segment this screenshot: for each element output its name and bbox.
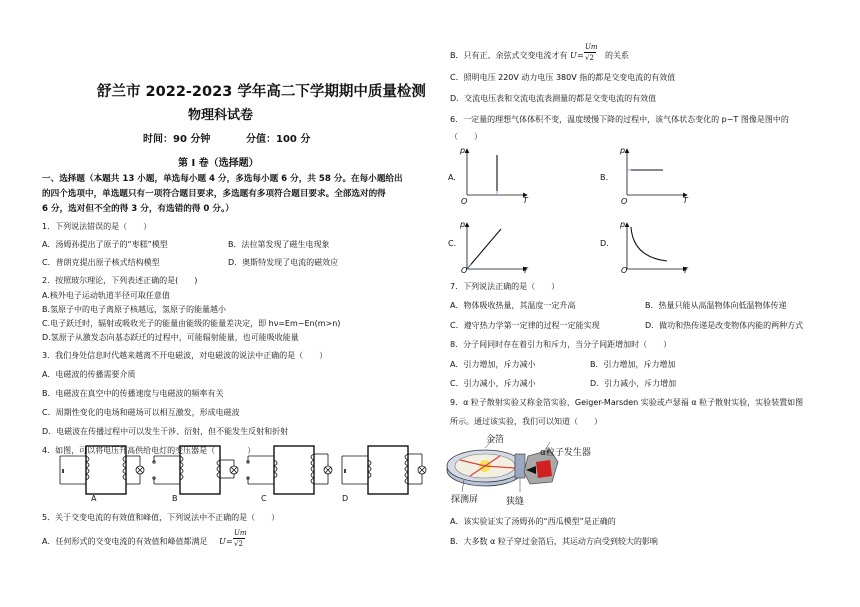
q3-option-b: B．电磁波在真空中的传播速度与电磁波的频率有关 xyxy=(42,389,224,398)
graph-d-axis-o: O xyxy=(621,266,628,275)
graph-b-label: B. xyxy=(600,173,609,182)
q5-option-a: A．任何形式的交变电流的有效值和峰值都满足 xyxy=(42,537,208,546)
q5-option-b-pre: B．只有正、余弦式交变电流才有 xyxy=(450,51,568,60)
q2-stem: 2．按照玻尔理论，下列表述正确的是( ) xyxy=(42,276,198,285)
q5-option-b-post: 的关系 xyxy=(605,51,629,60)
q1-option-c: C．普朗克提出原子核式结构模型 xyxy=(42,258,160,267)
fig-gold-foil-label: 金箔 xyxy=(486,435,505,445)
graph-a xyxy=(467,149,527,195)
q8-option-d: D．引力减小，斥力增加 xyxy=(590,379,677,388)
q1-option-d: D．奥斯特发现了电流的磁效应 xyxy=(228,258,339,267)
q5-stem: 5．关于交变电流的有效值和峰值，下列说法中不正确的是（ ） xyxy=(42,513,280,522)
q4-label-c: C xyxy=(261,494,267,503)
q7-stem: 7．下列说法正确的是（ ） xyxy=(450,282,560,291)
q9-option-a: A．该实验证实了汤姆孙的“西瓜模型”是正确的 xyxy=(450,517,616,526)
q5-option-c: C．照明电压 220V 动力电压 380V 指的都是交变电流的有效值 xyxy=(450,73,676,82)
q4-stem: 4．如图，可以将电压升高供给电灯的变压器是（ ） xyxy=(42,446,256,455)
graph-a-axis-o: O xyxy=(461,197,468,206)
q7-option-b: B．热量只能从高温物体向低温物体传递 xyxy=(645,301,787,310)
transformer-figures xyxy=(50,440,430,500)
graph-b xyxy=(627,149,687,195)
q7-option-d: D．做功和热传递是改变物体内能的两种方式 xyxy=(645,321,804,330)
q3-stem: 3．我们身处信息时代越来越离不开电磁波，对电磁波的说法中正确的是（ ） xyxy=(42,351,328,360)
q8-option-c: C．引力减小，斥力减小 xyxy=(450,379,536,388)
exam-title: 舒兰市 2022-2023 学年高二下学期期中质量检测 xyxy=(97,84,426,100)
q2-option-c: C.电子跃迁时，辐射或吸收光子的能量由能级的能量差决定，即 hν=Em−En(m>n) xyxy=(42,319,341,328)
q2-option-a: A.核外电子运动轨道半径可取任意值 xyxy=(42,291,170,300)
q1-stem: 1．下列说法错误的是（ ） xyxy=(42,222,152,231)
exam-time: 时间：90 分钟 xyxy=(143,134,211,145)
graph-d xyxy=(627,223,687,269)
fig-screen-label: 探测屏 xyxy=(451,495,479,505)
q8-option-a: A．引力增加，斥力减小 xyxy=(450,360,536,369)
q3-option-a: A．电磁波的传播需要介质 xyxy=(42,370,136,379)
instructions-line1: 一、选择题（本题共 13 小题，单选每小题 4 分，多选每小题 6 分，共 58 分。在每小题给出 xyxy=(42,174,403,184)
q4-label-d: D xyxy=(342,494,349,503)
q6-stem-line1: 6．一定量的理想气体体积不变，温度缓慢下降的过程中，该气体状态变化的 p−T 图像是图中的 xyxy=(450,115,789,124)
transformer-a xyxy=(60,446,144,494)
q8-stem: 8．分子间同时存在着引力和斥力，当分子间距增加时（ ） xyxy=(450,340,672,349)
q5-option-d: D．交流电压表和交流电流表测量的都是交变电流的有效值 xyxy=(450,94,657,103)
graph-a-axis-t: T xyxy=(523,196,528,205)
fig-alpha-source-label: α粒子发生器 xyxy=(540,448,591,458)
q4-label-a: A xyxy=(91,494,97,503)
q2-option-d: D.氢原子从激发态向基态跃迁的过程中，可能辐射能量，也可能吸收能量 xyxy=(42,333,299,342)
graph-c-label: C. xyxy=(448,239,457,248)
q3-option-d: D．电磁波在传播过程中可以发生干涉、衍射，但不能发生反射和折射 xyxy=(42,427,289,436)
graph-b-axis-t: T xyxy=(683,196,688,205)
graph-c-axis-p: p xyxy=(460,220,466,229)
instructions-line3: 6 分，选对但不全的得 3 分，有选错的得 0 分。） xyxy=(42,204,234,214)
instructions-line2: 的四个选项中，单选题只有一项符合题目要求，多选题有多项符合题目要求。全部选对的得 xyxy=(42,189,386,199)
exam-page: 舒兰市 2022-2023 学年高二下学期期中质量检测 物理科试卷 时间：90 分钟 分值：100 分 第 I 卷（选择题） 一、选择题（本题共 13 小题，单选每小题 4 分，多选每小题 6 分，共 58 分。在每小题给出 的四个选项中，单选题只有一项符合题目要求，多选题有多项符合题目要求。全部选对的得 6 分，选对但不全的得 3 分，有选错的得 0 分。） 1．下列说法错误的是（ ） A．汤姆孙提出了原子的“枣糕”模型 B．法拉第发现了磁生电现象 C．普朗克提出原子核式结构模型 D．奥斯特发现了电流的磁效应 2．按照玻尔理论，下列表述正确的是( ) A.核外电子运动轨道半径可取任意值 B.氢原子中的电子离原子核越远，氢原子的能量越小 C.电子跃迁时，辐射或吸收光子的能量由能级的能量差决定，即 hν=Em−En(m>n) D.氢原子从激发态向基态跃迁的过程中，可能辐射能量，也可能吸收能量 3．我们身处信息时代越来越离不开电磁波，对电磁波的说法中正确的是（ ） A．电磁波的传播需要介质 B．电磁波在真空中的传播速度与电磁波的频率有关 C．周期性变化的电场和磁场可以相互激发，形成电磁波 D．电磁波在传播过程中可以发生干涉、衍射，但不能发生反射和折射 4．如图，可以将电压升高供给电灯的变压器是（ ） A B C D 5．关于交变电流的有效值和峰值，下列说法中不正确的是（ ） A．任何形式的交变电流的有效值和峰值都满足 U = Um √2 B．只有正、余弦式交变电流才有 U = Um √2 的关系 C．照明电压 220V 动力电压 380V 指的都是交变电流的有效值 D．交流电压表和交流电流表测量的都是交变电流的有效值 6．一定量的理想气体体积不变，温度缓慢下降的过程中，该气体状态变化的 p−T 图像是图中的 （ ） A. B. C. D. p T O p T O p T O p T O 7．下列说法正确的是（ ） A．物体吸收热量，其温度一定升高 B．热量只能从高温物体向低温物体传递 C．遵守热力学第一定律的过程一定能实现 D．做功和热传递是改变物体内能的两种方式 8．分子间同时存在着引力和斥力，当分子间距增加时（ ） A．引力增加，斥力减小 B．引力增加，斥力增加 C．引力减小，斥力减小 D．引力减小，斥力增加 9．α 粒子散射实验又称金箔实验、Geiger-Marsden 实验或卢瑟福 α 粒子散射实验，实验装置如图 所示。通过该实验，我们可以知道（ ） 金箔 α粒子发生器 探测屏 狭缝 A．该实验证实了汤姆孙的“西瓜模型”是正确的 B．大多数 α 粒子穿过金箔后，其运动方向受到较大的影响 xyxy=(42,43,804,548)
graph-c xyxy=(467,223,527,269)
transformer-c xyxy=(247,446,332,494)
q1-option-b: B．法拉第发现了磁生电现象 xyxy=(228,240,330,249)
q7-option-a: A．物体吸收热量，其温度一定升高 xyxy=(450,301,576,310)
q2-option-b: B.氢原子中的电子离原子核越远，氢原子的能量越小 xyxy=(42,305,227,314)
q9-stem-line2: 所示。通过该实验，我们可以知道（ ） xyxy=(450,417,602,426)
transformer-d xyxy=(342,446,426,494)
q7-option-c: C．遵守热力学第一定律的过程一定能实现 xyxy=(450,321,600,330)
graph-a-label: A. xyxy=(448,173,456,182)
graph-b-axis-p: p xyxy=(620,146,626,155)
graph-c-axis-t: T xyxy=(523,266,528,275)
q9-stem-line1: 9．α 粒子散射实验又称金箔实验、Geiger-Marsden 实验或卢瑟福 α 粒子散射实验，实验装置如图 xyxy=(450,398,804,407)
q5-b-formula: U = Um √2 xyxy=(570,43,598,62)
q4-label-b: B xyxy=(172,494,178,503)
q6-stem-line2: （ ） xyxy=(450,132,482,141)
part-heading: 第 I 卷（选择题） xyxy=(178,158,259,169)
graph-b-axis-o: O xyxy=(621,197,628,206)
pT-graphs xyxy=(455,145,715,275)
exam-score: 分值：100 分 xyxy=(246,134,311,145)
fig-slit-label: 狭缝 xyxy=(506,497,525,507)
exam-subtitle: 物理科试卷 xyxy=(188,108,254,123)
graph-d-axis-t: T xyxy=(683,266,688,275)
q1-option-a: A．汤姆孙提出了原子的“枣糕”模型 xyxy=(42,240,168,249)
q8-option-b: B．引力增加，斥力增加 xyxy=(590,360,676,369)
transformer-b xyxy=(153,446,238,494)
graph-a-axis-p: p xyxy=(460,146,466,155)
graph-c-axis-o: O xyxy=(461,266,468,275)
graph-d-label: D. xyxy=(600,239,609,248)
q9-option-b: B．大多数 α 粒子穿过金箔后，其运动方向受到较大的影响 xyxy=(450,537,658,546)
q3-option-c: C．周期性变化的电场和磁场可以相互激发，形成电磁波 xyxy=(42,408,240,417)
graph-d-axis-p: p xyxy=(620,220,626,229)
